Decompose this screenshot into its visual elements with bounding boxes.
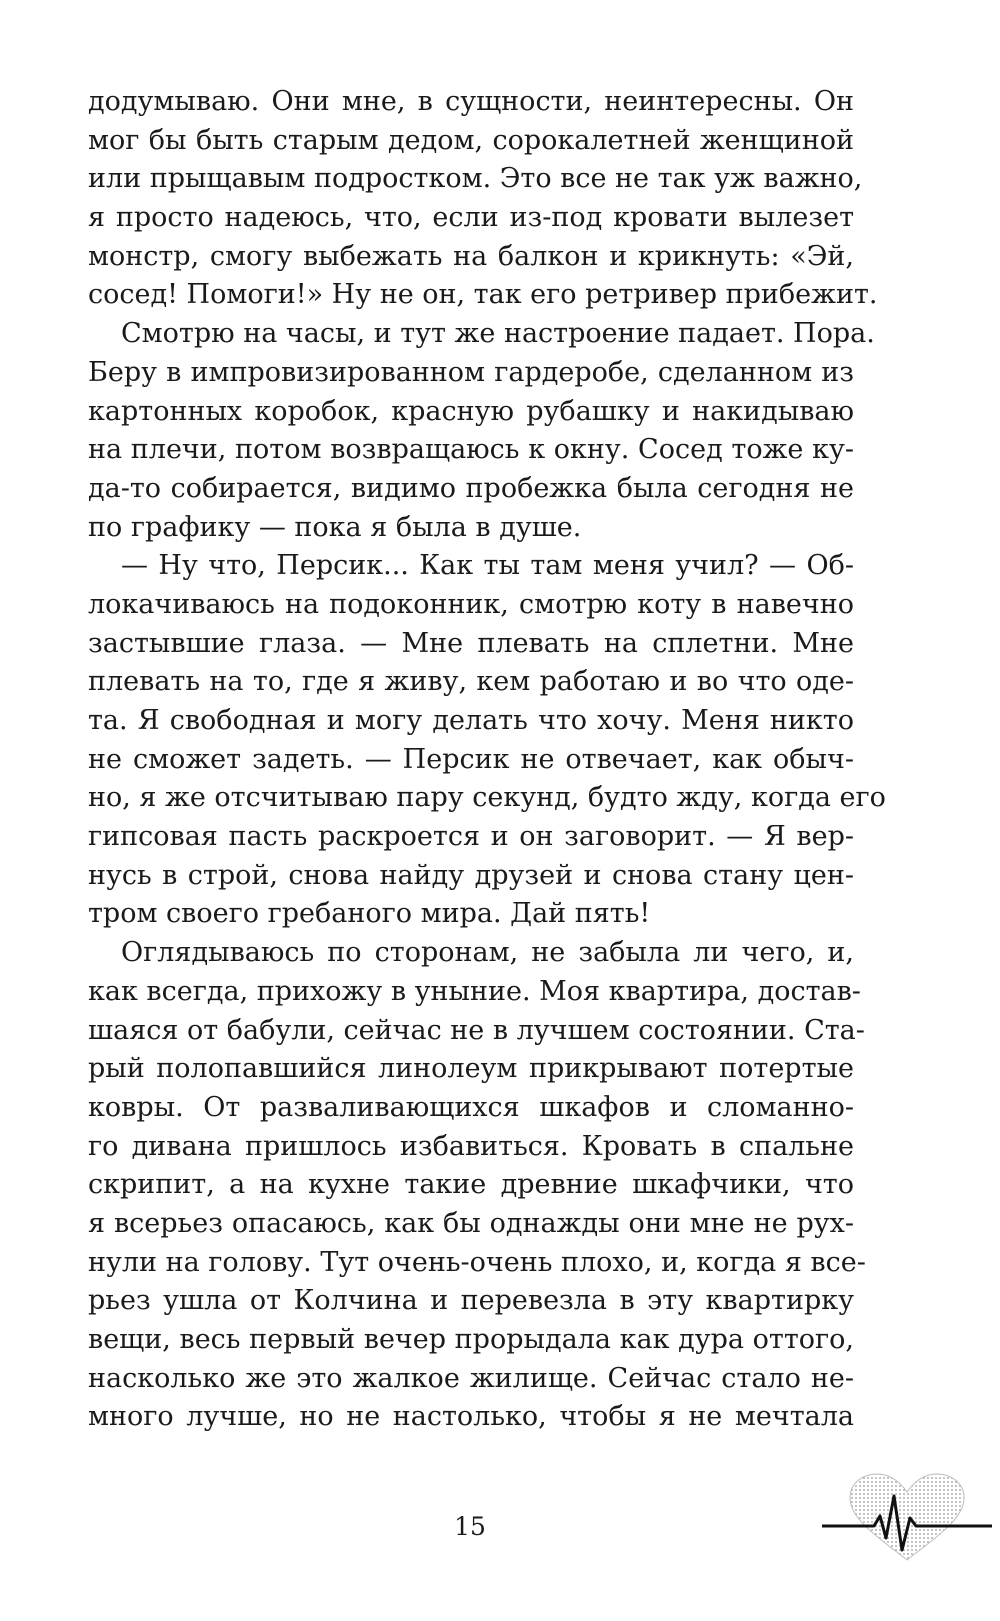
text-line: — Ну что, Персик... Как ты там меня учил? — Об- (121, 550, 854, 582)
text-line: Беру в импровизированном гардеробе, сделанном из (88, 356, 854, 388)
text-line: картонных коробок, красную рубашку и накидываю (88, 395, 854, 427)
text-line: рьез ушла от Колчина и перевезла в эту квартирку (88, 1285, 854, 1317)
text-line: гипсовая пасть раскроется и он заговорит. — Я вер- (88, 821, 854, 853)
text-line: на плечи, потом возвращаюсь к окну. Сосед тоже ку- (88, 434, 854, 466)
paragraph (88, 547, 886, 934)
text-line: я всерьез опасаюсь, как бы однажды они мне не рух- (88, 1207, 854, 1239)
text-line: но, я же отсчитываю пару секунд, будто жду, когда его (88, 782, 886, 814)
text-line: я просто надеюсь, что, если из-под кровати вылезет (88, 202, 854, 234)
paragraph (88, 83, 878, 315)
text-line: Смотрю на часы, и тут же настроение падает. Пора. (121, 318, 875, 350)
text-line: много лучше, но не настолько, чтобы я не мечтала (88, 1401, 854, 1433)
text-line: скрипит, а на кухне такие древние шкафчики, что (88, 1169, 854, 1201)
text-line: тром своего гребаного мира. Дай пять! (88, 898, 651, 930)
text-line: вещи, весь первый вечер прорыдала как дура оттого, (88, 1324, 854, 1355)
text-line: та. Я свободная и могу делать что хочу. Меня никто (88, 705, 854, 736)
text-line: да-то собирается, видимо пробежка была сегодня не (88, 472, 854, 504)
text-line: ковры. От разваливающихся шкафов и сломанно- (88, 1091, 854, 1123)
text-line: додумываю. Они мне, в сущности, неинтересны. Он (88, 86, 854, 117)
text-line: нусь в строй, снова найду друзей и снова стану цен- (88, 859, 854, 891)
text-line: сосед! Помоги!» Ну не он, так его ретривер прибежит. (88, 279, 878, 311)
text-line: насколько же это жалкое жилище. Сейчас стало не- (88, 1362, 854, 1394)
text-line: как всегда, прихожу в уныние. Моя квартира, достав- (88, 975, 861, 1007)
text-line: мог бы быть старым дедом, сорокалетней женщиной (88, 124, 854, 156)
text-line: рый полопавшийся линолеум прикрывают потертые (88, 1053, 854, 1085)
text-line: монстр, смогу выбежать на балкон и крикнуть: «Эй, (88, 240, 854, 272)
text-line: плевать на то, где я живу, кем работаю и во что оде- (88, 666, 854, 698)
text-line: по графику — пока я была в душе. (88, 511, 582, 543)
text-line: застывшие глаза. — Мне плевать на сплетни. Мне (88, 627, 854, 659)
text-line: го дивана пришлось избавиться. Кровать в спальне (88, 1130, 854, 1162)
text-line: Оглядываюсь по сторонам, не забыла ли чего, и, (121, 937, 854, 969)
heart-heartbeat-icon (822, 1468, 992, 1568)
body-text (88, 83, 886, 1437)
text-line: шаяся от бабули, сейчас не в лучшем состоянии. Ста- (88, 1014, 865, 1046)
text-line: локачиваюсь на подоконник, смотрю коту в навечно (88, 588, 854, 620)
page-number: 15 (454, 1512, 486, 1541)
text-line: или прыщавым подростком. Это все не так уж важно, (88, 163, 863, 195)
paragraph (88, 315, 875, 547)
text-line: не сможет задеть. — Персик не отвечает, как обыч- (88, 743, 854, 775)
text-line: нули на голову. Тут очень-очень плохо, и, когда я все- (88, 1246, 866, 1278)
paragraph (88, 934, 866, 1437)
